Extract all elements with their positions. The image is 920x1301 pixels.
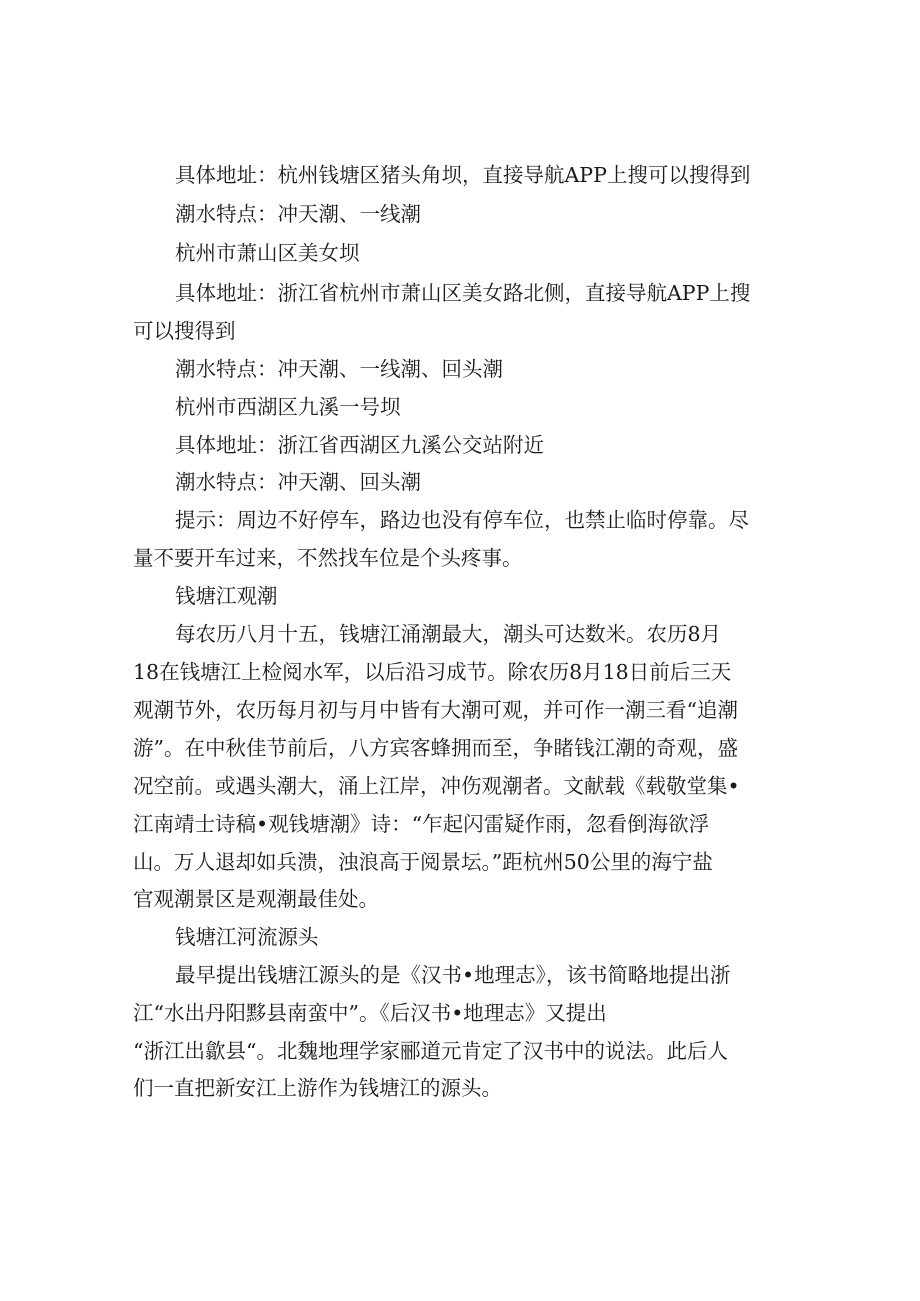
text-line: 18在钱塘江上检阅水军，以后沿习成节。除农历8月18日前后三天 [133,660,732,684]
text-line: 官观潮景区是观潮最佳处。 [133,887,379,911]
text-line: 潮水特点：冲天潮、回头潮 [175,470,421,494]
text-line: 们一直把新安江上游作为钱塘江的源头。 [133,1076,502,1100]
section-heading: 钱塘江河流源头 [175,925,319,949]
text-line: 具体地址：杭州钱塘区猪头角坝，直接导航APP上搜可以搜得到 [175,163,751,187]
text-line: 观潮节外，农历每月初与月中皆有大潮可观，并可作一潮三看“追潮 [133,698,738,722]
text-line: 江南靖士诗稿•观钱塘潮》诗：“乍起闪雷疑作雨，忽看倒海欲浮 [133,812,710,836]
section-heading: 钱塘江观潮 [175,584,278,608]
text-line: “浙江出歙县“。北魏地理学家郦道元肯定了汉书中的说法。此后人 [133,1039,728,1063]
text-line: 具体地址：浙江省西湖区九溪公交站附近 [175,433,544,457]
text-line: 量不要开车过来，不然找车位是个头疼事。 [133,546,523,570]
text-line: 潮水特点：冲天潮、一线潮、回头潮 [175,357,503,381]
text-line: 每农历八月十五，钱塘江涌潮最大，潮头可达数米。农历8月 [175,622,722,646]
text-line: 可以搜得到 [133,319,236,343]
text-line: 提示：周边不好停车，路边也没有停车位，也禁止临时停靠。尽 [175,508,749,532]
text-line: 江“水出丹阳黟县南蛮中”。《后汉书•地理志》又提出 [133,1001,607,1025]
text-line: 山。万人退却如兵溃，浊浪高于阅景坛。”距杭州50公里的海宁盐 [133,850,713,874]
text-line: 况空前。或遇头潮大，涌上江岸，冲伤观潮者。文献载《载敬堂集• [133,774,740,798]
text-line: 具体地址：浙江省杭州市萧山区美女路北侧，直接导航APP上搜 [175,281,751,305]
text-line: 游”。在中秋佳节前后，八方宾客蜂拥而至，争睹钱江潮的奇观，盛 [133,736,738,760]
text-line: 潮水特点：冲天潮、一线潮 [175,202,421,226]
text-line: 最早提出钱塘江源头的是《汉书•地理志》，该书简略地提出浙 [175,963,731,987]
section-heading: 杭州市西湖区九溪一号坝 [175,395,401,419]
section-heading: 杭州市萧山区美女坝 [175,241,360,265]
